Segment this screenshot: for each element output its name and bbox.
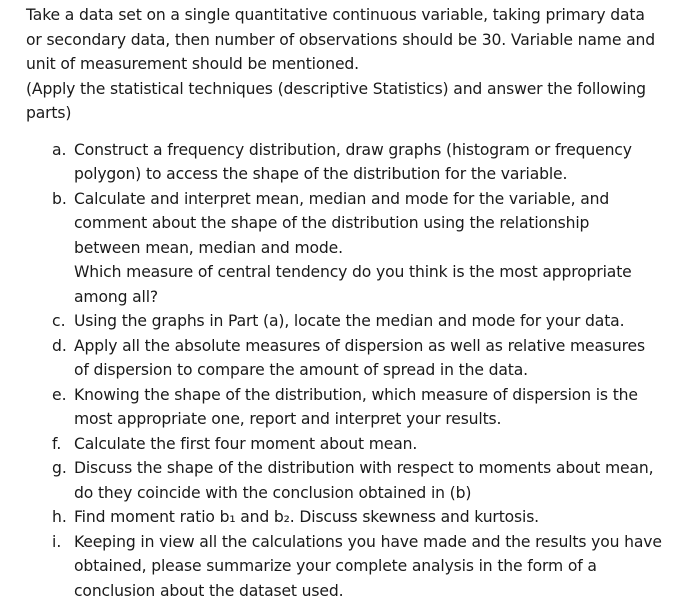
item-line: conclusion about the dataset used. xyxy=(74,579,679,603)
list-item-c xyxy=(52,309,679,334)
list-item-text xyxy=(74,187,679,310)
list-marker: a. xyxy=(52,138,74,187)
list-item-text xyxy=(74,530,679,603)
item-line: do they coincide with the conclusion obtained in (b) xyxy=(74,481,679,506)
intro-line: parts) xyxy=(26,101,679,126)
list-item-text xyxy=(74,309,679,334)
item-line: most appropriate one, report and interpret your results. xyxy=(74,407,679,432)
list-item-text xyxy=(74,432,679,457)
list-item-e xyxy=(52,383,679,432)
list-item-d xyxy=(52,334,679,383)
list-marker: c. xyxy=(52,309,74,334)
list-marker: b. xyxy=(52,187,74,310)
list-item-text xyxy=(74,383,679,432)
item-line: of dispersion to compare the amount of spread in the data. xyxy=(74,358,679,383)
list-item-g xyxy=(52,456,679,505)
item-line: Calculate and interpret mean, median and mode for the variable, and xyxy=(74,187,679,212)
list-item-text xyxy=(74,505,679,530)
item-line: polygon) to access the shape of the distribution for the variable. xyxy=(74,162,679,187)
intro-line: Take a data set on a single quantitative continuous variable, taking primary data xyxy=(26,3,679,28)
list-marker: d. xyxy=(52,334,74,383)
question-list xyxy=(52,138,679,603)
intro-line: (Apply the statistical techniques (descriptive Statistics) and answer the following xyxy=(26,77,679,102)
list-marker: h. xyxy=(52,505,74,530)
list-item-f xyxy=(52,432,679,457)
item-line: Knowing the shape of the distribution, which measure of dispersion is the xyxy=(74,383,679,408)
list-marker: g. xyxy=(52,456,74,505)
list-marker: i. xyxy=(52,530,74,603)
item-line: between mean, median and mode. xyxy=(74,236,679,261)
item-line: Calculate the first four moment about mean. xyxy=(74,432,679,457)
list-item-a xyxy=(52,138,679,187)
item-line: Construct a frequency distribution, draw graphs (histogram or frequency xyxy=(74,138,679,163)
item-line: Using the graphs in Part (a), locate the median and mode for your data. xyxy=(74,309,679,334)
list-item-b xyxy=(52,187,679,310)
item-line: Which measure of central tendency do you think is the most appropriate xyxy=(74,260,679,285)
item-line: Discuss the shape of the distribution with respect to moments about mean, xyxy=(74,456,679,481)
intro-line: or secondary data, then number of observations should be 30. Variable name and xyxy=(26,28,679,53)
item-line: Keeping in view all the calculations you have made and the results you have xyxy=(74,530,679,555)
list-item-text xyxy=(74,138,679,187)
list-marker: f. xyxy=(52,432,74,457)
list-item-text xyxy=(74,456,679,505)
item-line: comment about the shape of the distribution using the relationship xyxy=(74,211,679,236)
list-marker: e. xyxy=(52,383,74,432)
item-line: among all? xyxy=(74,285,679,310)
list-item-h xyxy=(52,505,679,530)
intro-line: unit of measurement should be mentioned. xyxy=(26,52,679,77)
item-line: Apply all the absolute measures of dispersion as well as relative measures xyxy=(74,334,679,359)
item-line: Find moment ratio b₁ and b₂. Discuss skewness and kurtosis. xyxy=(74,505,679,530)
intro-paragraph xyxy=(26,3,679,126)
list-item-i xyxy=(52,530,679,603)
list-item-text xyxy=(74,334,679,383)
item-line: obtained, please summarize your complete analysis in the form of a xyxy=(74,554,679,579)
